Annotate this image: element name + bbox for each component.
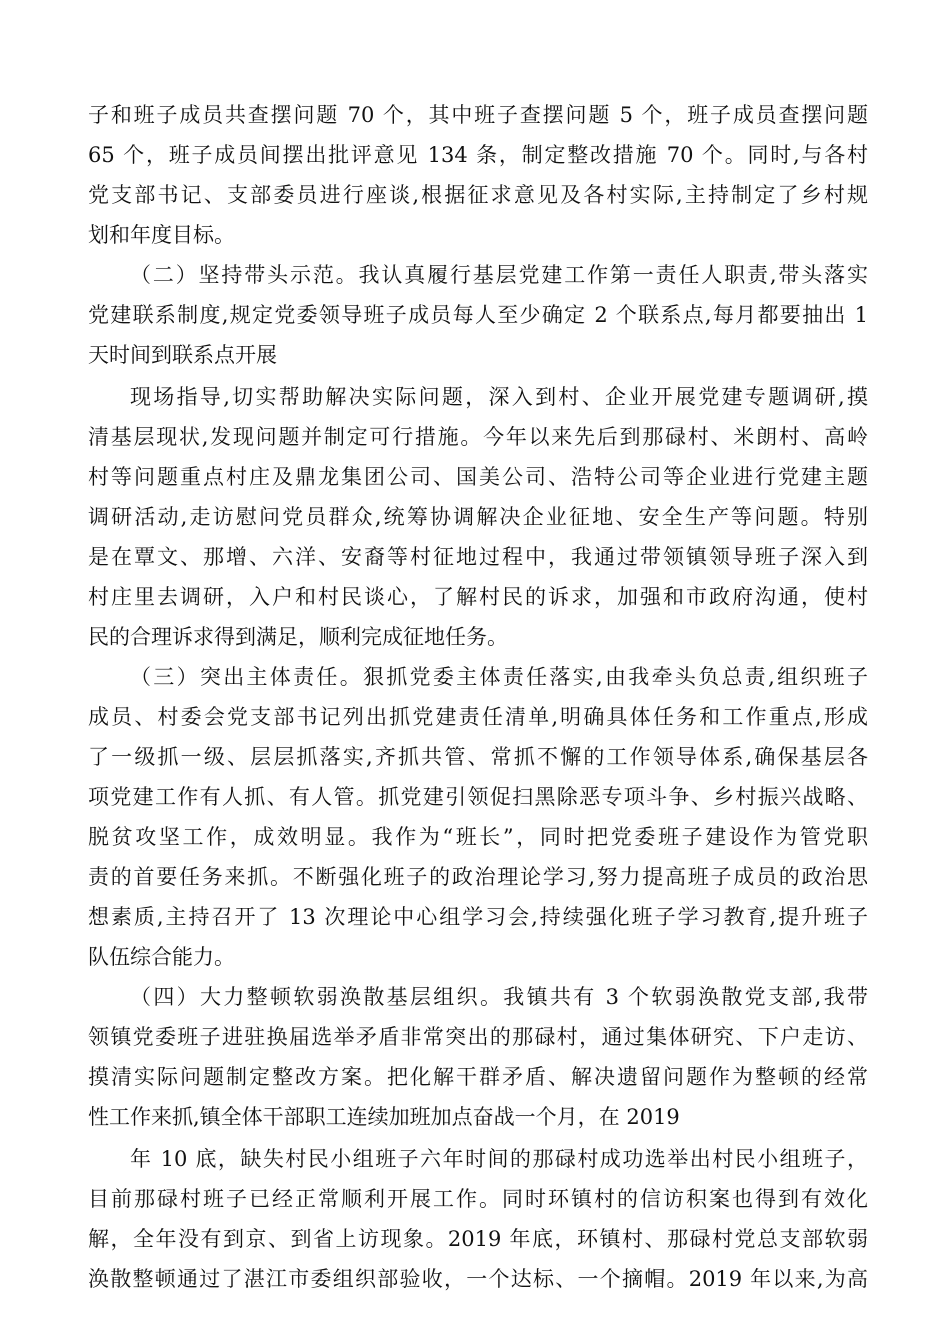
text-line: 目前那碌村班子已经正常顺利开展工作。同时环镇村的信访积案也得到有效化 bbox=[88, 1187, 868, 1211]
text-line: 摸清实际问题制定整改方案。把化解干群矛盾、解决遗留问题作为整顿的经常 bbox=[88, 1065, 868, 1089]
text-line: （三）突出主体责任。狠抓党委主体责任落实,由我牵头负总责,组织班子 bbox=[130, 665, 868, 689]
text-line: 了一级抓一级、层层抓落实,齐抓共管、常抓不懈的工作领导体系,确保基层各 bbox=[88, 745, 868, 769]
text-line: 解，全年没有到京、到省上访现象。2019 年底，环镇村、那碌村党总支部软弱 bbox=[88, 1227, 868, 1251]
text-line: 成员、村委会党支部书记列出抓党建责任清单,明确具体任务和工作重点,形成 bbox=[88, 705, 868, 729]
text-line: 现场指导,切实帮助解决实际问题，深入到村、企业开展党建专题调研,摸 bbox=[130, 385, 868, 409]
text-line: 65 个，班子成员间摆出批评意见 134 条，制定整改措施 70 个。同时,与各村 bbox=[88, 143, 868, 167]
text-line: 领镇党委班子进驻换届选举矛盾非常突出的那碌村，通过集体研究、下户走访、 bbox=[88, 1025, 868, 1049]
text-line: 涣散整顿通过了湛江市委组织部验收，一个达标、一个摘帽。2019 年以来,为高 bbox=[88, 1267, 868, 1291]
text-line: 党建联系制度,规定党委领导班子成员每人至少确定 2 个联系点,每月都要抽出 1 bbox=[88, 303, 868, 327]
text-line: 清基层现状,发现问题并制定可行措施。今年以来先后到那碌村、米朗村、高岭 bbox=[88, 425, 868, 449]
text-line: 民的合理诉求得到满足，顺利完成征地任务。 bbox=[88, 625, 508, 649]
text-line: （四）大力整顿软弱涣散基层组织。我镇共有 3 个软弱涣散党支部,我带 bbox=[130, 985, 868, 1009]
text-line: 项党建工作有人抓、有人管。抓党建引领促扫黑除恶专项斗争、乡村振兴战略、 bbox=[88, 785, 868, 809]
text-line: 想素质,主持召开了 13 次理论中心组学习会,持续强化班子学习教育,提升班子 bbox=[88, 905, 868, 929]
text-line: 责的首要任务来抓。不断强化班子的政治理论学习,努力提高班子成员的政治思 bbox=[88, 865, 868, 889]
text-line: 党支部书记、支部委员进行座谈,根据征求意见及各村实际,主持制定了乡村规 bbox=[88, 183, 868, 207]
text-line: 村等问题重点村庄及鼎龙集团公司、国美公司、浩特公司等企业进行党建主题 bbox=[88, 465, 868, 489]
text-line: 是在覃文、那增、六洋、安裔等村征地过程中，我通过带领镇领导班子深入到 bbox=[88, 545, 868, 569]
text-line: 子和班子成员共查摆问题 70 个，其中班子查摆问题 5 个，班子成员查摆问题 bbox=[88, 103, 868, 127]
text-line: 队伍综合能力。 bbox=[88, 945, 235, 969]
text-line: 天时间到联系点开展 bbox=[88, 343, 277, 367]
text-line: 调研活动,走访慰问党员群众,统筹协调解决企业征地、安全生产等问题。特别 bbox=[88, 505, 868, 529]
text-line: 脱贫攻坚工作，成效明显。我作为“班长”，同时把党委班子建设作为管党职 bbox=[88, 825, 868, 849]
text-line: 划和年度目标。 bbox=[88, 223, 235, 247]
text-line: 村庄里去调研，入户和村民谈心，了解村民的诉求，加强和市政府沟通，使村 bbox=[88, 585, 868, 609]
text-line: （二）坚持带头示范。我认真履行基层党建工作第一责任人职责,带头落实 bbox=[130, 263, 868, 287]
text-line: 性工作来抓,镇全体干部职工连续加班加点奋战一个月，在 2019 bbox=[88, 1105, 680, 1129]
text-line: 年 10 底，缺失村民小组班子六年时间的那碌村成功选举出村民小组班子， bbox=[130, 1147, 868, 1171]
